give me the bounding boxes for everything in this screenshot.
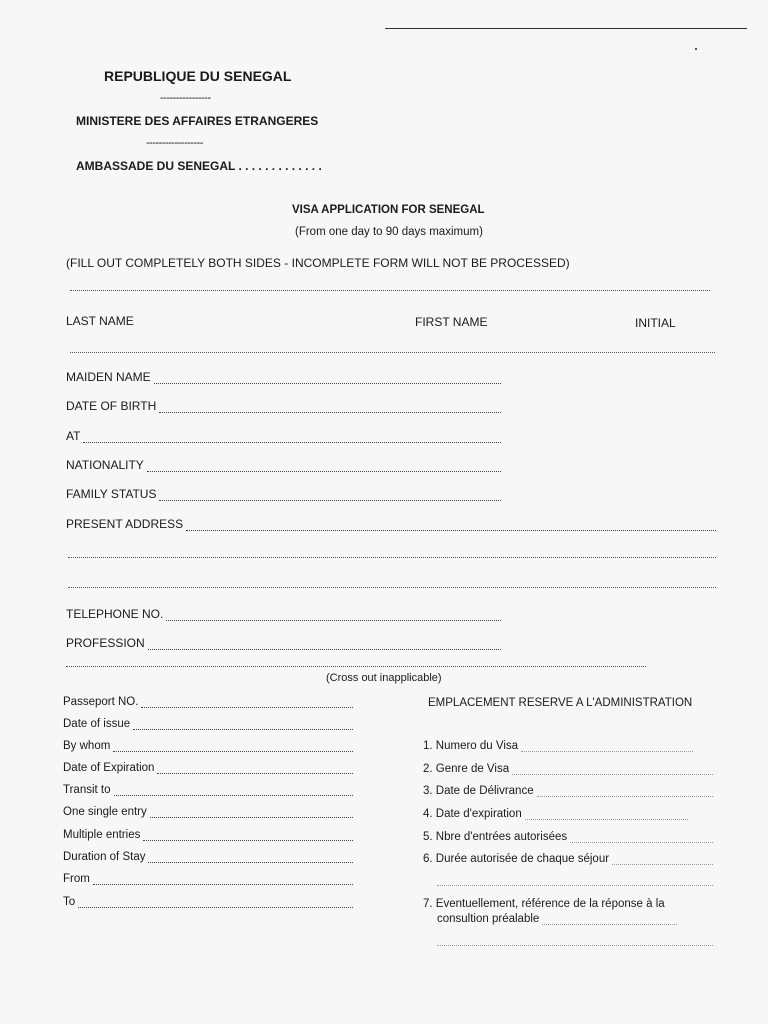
passport-number-field[interactable]: [63, 696, 353, 708]
birthplace-label: AT: [66, 429, 81, 443]
ministry-heading: MINISTERE DES AFFAIRES ETRANGERES: [76, 114, 319, 128]
nationality-field[interactable]: [66, 458, 501, 472]
nationality-label: NATIONALITY: [66, 458, 144, 472]
maiden-name-field[interactable]: [66, 370, 501, 384]
authorized-stay-line-2: [437, 885, 713, 886]
duration-of-stay-field[interactable]: [63, 851, 353, 863]
form-instruction: (FILL OUT COMPLETELY BOTH SIDES - INCOMPLETE FORM WILL NOT BE PROCESSED): [66, 256, 570, 270]
admin-expiration-label: 4. Date d'expiration: [423, 808, 522, 820]
separator-line-2: [66, 666, 646, 667]
transit-to-line[interactable]: [114, 785, 353, 796]
authorized-stay-line: [612, 854, 713, 865]
visa-number-line: [521, 741, 693, 752]
date-of-issue-line[interactable]: [133, 719, 353, 730]
nationality-line[interactable]: [147, 461, 501, 472]
initial-label: INITIAL: [635, 316, 676, 330]
single-entry-field[interactable]: [63, 806, 353, 818]
passport-number-label: Passeport NO.: [63, 696, 139, 708]
multiple-entries-label: Multiple entries: [63, 829, 141, 841]
admin-expiration-field: [423, 808, 688, 820]
consultation-reference-label: 7. Eventuellement, référence de la réponse à la: [423, 898, 665, 910]
from-date-label: From: [63, 873, 90, 885]
visa-type-label: 2. Genre de Visa: [423, 763, 510, 775]
authorized-entries-label: 5. Nbre d'entrées autorisées: [423, 831, 568, 843]
expiration-date-line[interactable]: [157, 763, 353, 774]
form-title: VISA APPLICATION FOR SENEGAL: [292, 204, 485, 216]
from-date-field[interactable]: [63, 873, 353, 885]
profession-field[interactable]: [66, 636, 501, 650]
consultation-reference-line-2: [437, 945, 713, 946]
visa-type-field: [423, 763, 713, 775]
present-address-field[interactable]: [66, 517, 716, 531]
multiple-entries-line[interactable]: [143, 830, 353, 841]
date-of-issue-label: Date of issue: [63, 718, 131, 730]
profession-line[interactable]: [148, 639, 501, 650]
delivery-date-label: 3. Date de Délivrance: [423, 785, 534, 797]
transit-to-label: Transit to: [63, 784, 111, 796]
admin-section-title: EMPLACEMENT RESERVE A L'ADMINISTRATION: [428, 697, 693, 709]
consultation-reference-line: [542, 914, 677, 925]
address-line-2[interactable]: [68, 557, 716, 558]
present-address-line[interactable]: [186, 520, 716, 531]
consultation-reference-field: [437, 913, 677, 925]
form-subtitle: (From one day to 90 days maximum): [295, 226, 483, 238]
family-status-line[interactable]: [159, 490, 501, 501]
date-of-birth-field[interactable]: [66, 399, 501, 413]
scan-speck: [695, 48, 697, 50]
birthplace-line[interactable]: [83, 432, 501, 443]
embassy-heading: AMBASSADE DU SENEGAL . . . . . . . . . . . . .: [76, 159, 322, 173]
to-date-field[interactable]: [63, 896, 353, 908]
maiden-name-label: MAIDEN NAME: [66, 370, 151, 384]
telephone-line[interactable]: [166, 610, 501, 621]
transit-to-field[interactable]: [63, 784, 353, 796]
authorized-entries-line: [570, 832, 713, 843]
first-name-label: FIRST NAME: [415, 315, 488, 329]
republic-heading: REPUBLIQUE DU SENEGAL: [104, 68, 292, 84]
top-rule-line: [385, 28, 747, 29]
telephone-field[interactable]: [66, 607, 501, 621]
visa-number-label: 1. Numero du Visa: [423, 740, 519, 752]
duration-of-stay-line[interactable]: [148, 852, 353, 863]
maiden-name-line[interactable]: [154, 373, 501, 384]
authorized-stay-field: [423, 853, 713, 865]
profession-label: PROFESSION: [66, 636, 145, 650]
telephone-label: TELEPHONE NO.: [66, 607, 164, 621]
admin-expiration-line: [525, 809, 688, 820]
last-name-label: LAST NAME: [66, 314, 134, 328]
issued-by-line[interactable]: [113, 741, 353, 752]
family-status-label: FAMILY STATUS: [66, 487, 157, 501]
header-separator-2: ------------------: [146, 137, 203, 149]
cross-out-note: (Cross out inapplicable): [326, 672, 442, 684]
passport-number-line[interactable]: [141, 697, 353, 708]
delivery-date-field: [423, 785, 713, 797]
date-of-issue-field[interactable]: [63, 718, 353, 730]
visa-type-line: [512, 764, 713, 775]
multiple-entries-field[interactable]: [63, 829, 353, 841]
duration-of-stay-label: Duration of Stay: [63, 851, 146, 863]
authorized-entries-field: [423, 831, 713, 843]
single-entry-line[interactable]: [150, 807, 353, 818]
expiration-date-label: Date of Expiration: [63, 762, 155, 774]
visa-number-field: [423, 740, 693, 752]
expiration-date-field[interactable]: [63, 762, 353, 774]
authorized-stay-label: 6. Durée autorisée de chaque séjour: [423, 853, 610, 865]
issued-by-field[interactable]: [63, 740, 353, 752]
delivery-date-line: [537, 786, 713, 797]
date-of-birth-line[interactable]: [159, 402, 501, 413]
to-date-line[interactable]: [78, 897, 353, 908]
address-line-3[interactable]: [68, 587, 716, 588]
name-entry-line[interactable]: [70, 352, 715, 353]
header-separator-1: ----------------: [160, 92, 211, 104]
consultation-reference-label-2: consultion préalable: [437, 913, 540, 925]
date-of-birth-label: DATE OF BIRTH: [66, 399, 157, 413]
from-date-line[interactable]: [93, 874, 353, 885]
family-status-field[interactable]: [66, 487, 501, 501]
to-date-label: To: [63, 896, 76, 908]
separator-line-1: [70, 290, 710, 291]
present-address-label: PRESENT ADDRESS: [66, 517, 184, 531]
single-entry-label: One single entry: [63, 806, 147, 818]
issued-by-label: By whom: [63, 740, 111, 752]
birthplace-field[interactable]: [66, 429, 501, 443]
